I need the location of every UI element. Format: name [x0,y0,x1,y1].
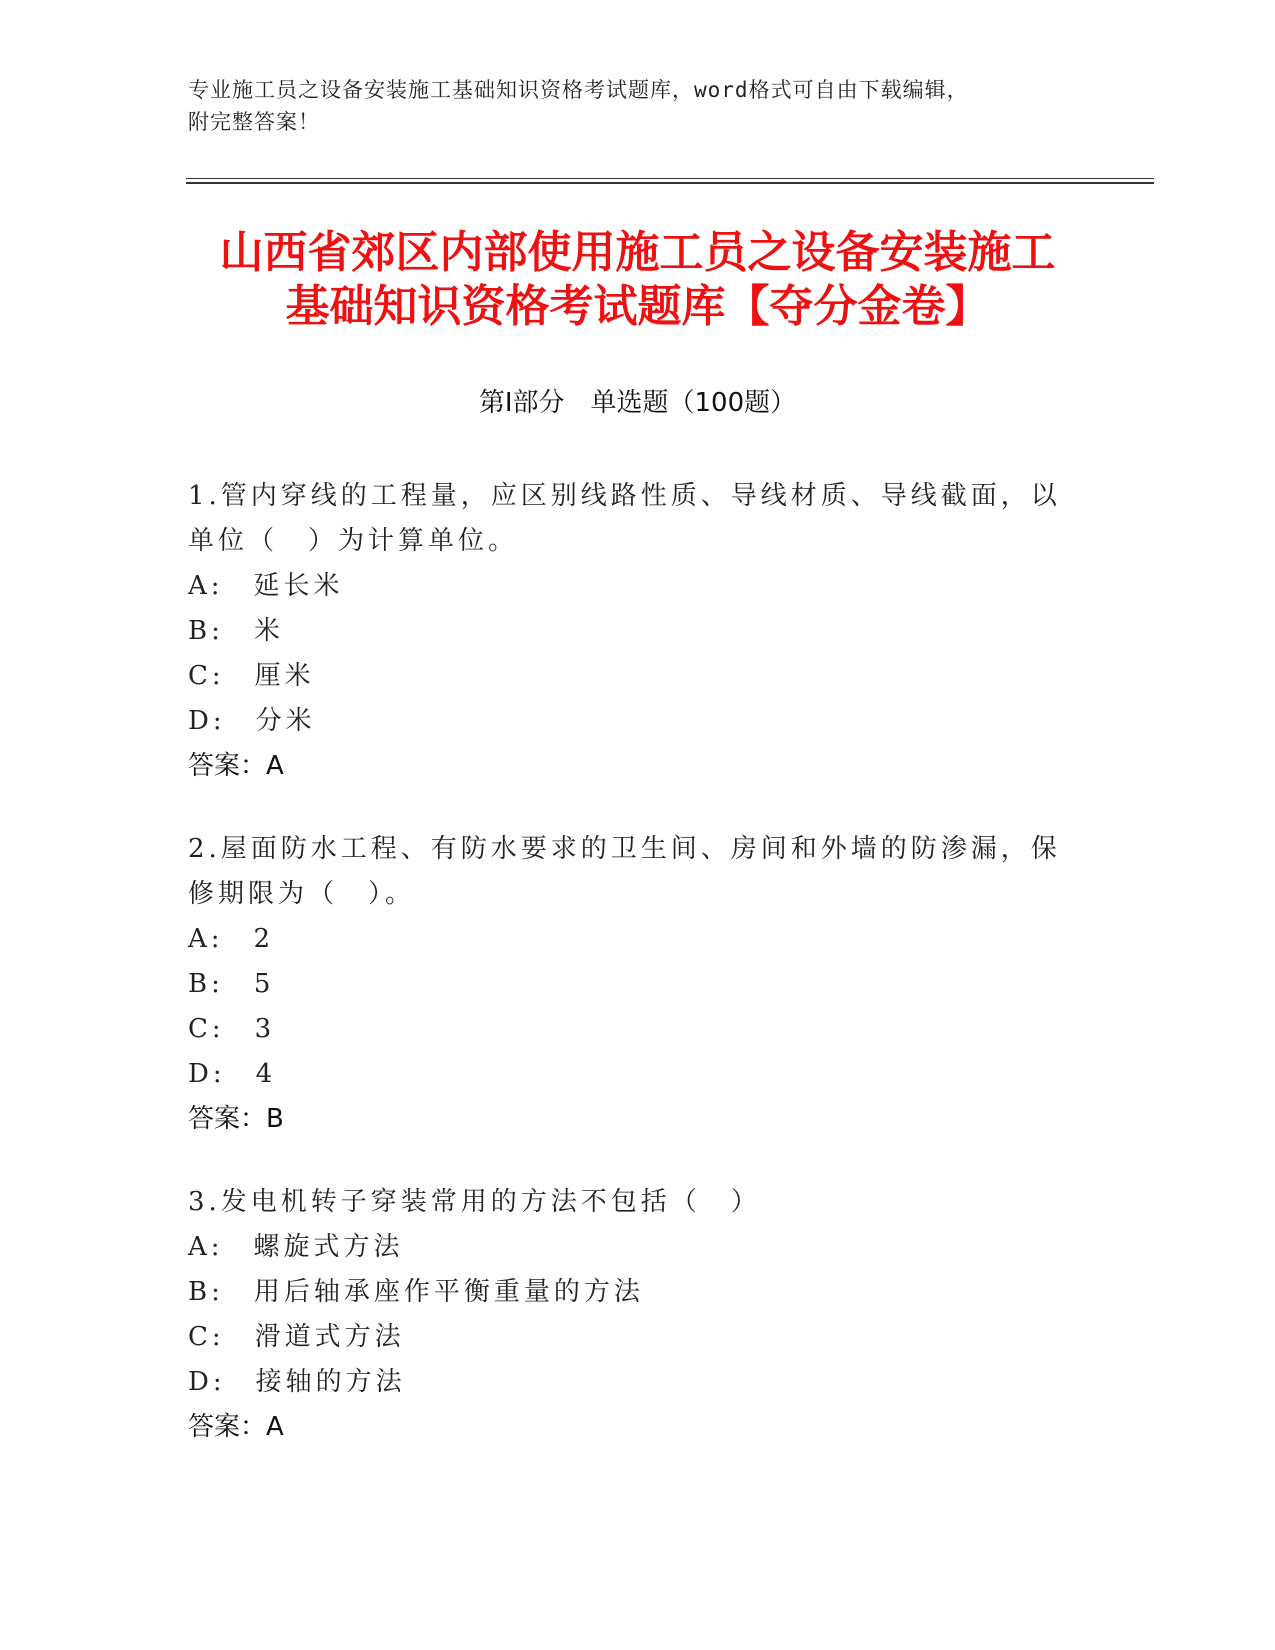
document-title-line-2: 基础知识资格考试题库【夺分金卷】 [285,281,990,332]
question-stem: 2.屋面防水工程、有防水要求的卫生间、房间和外墙的防渗漏，保修期限为（ ）。 [188,834,1061,909]
question-answer: 答案：A [188,1412,284,1442]
question-option-d: D: 分米 [188,706,316,736]
question-option-d: D: 接轴的方法 [188,1367,406,1397]
question-option-a: A: 螺旋式方法 [188,1232,404,1262]
question-option-c: C: 滑道式方法 [188,1322,405,1352]
question-option-c: C: 厘米 [188,661,315,691]
section-heading: 第I部分 单选题（100题） [478,388,797,418]
question-option-b: B: 5 [188,969,275,999]
question-option-d: D: 4 [188,1059,277,1089]
question-answer: 答案：B [188,1104,284,1134]
question-item [188,474,1068,789]
question-item [188,827,1068,1142]
question-item [188,1180,1068,1450]
question-option-a: A: 延长米 [188,571,344,601]
header-note-line-1: 专业施工员之设备安装施工基础知识资格考试题库，word格式可自由下载编辑， [188,78,969,102]
document-title [0,226,1275,334]
header-divider [186,178,1154,184]
question-option-b: B: 米 [188,616,284,646]
question-answer: 答案：A [188,751,284,781]
question-option-b: B: 用后轴承座作平衡重量的方法 [188,1277,644,1307]
question-list [188,474,1068,1488]
header-note [188,74,1088,138]
question-option-a: A: 2 [188,924,275,954]
header-note-line-2: 附完整答案！ [188,110,320,134]
question-option-c: C: 3 [188,1014,276,1044]
question-stem: 3.发电机转子穿装常用的方法不包括（ ） [188,1187,761,1217]
document-title-line-1: 山西省郊区内部使用施工员之设备安装施工 [219,227,1056,278]
question-stem: 1.管内穿线的工程量，应区别线路性质、导线材质、导线截面，以单位（ ）为计算单位。 [188,481,1061,556]
